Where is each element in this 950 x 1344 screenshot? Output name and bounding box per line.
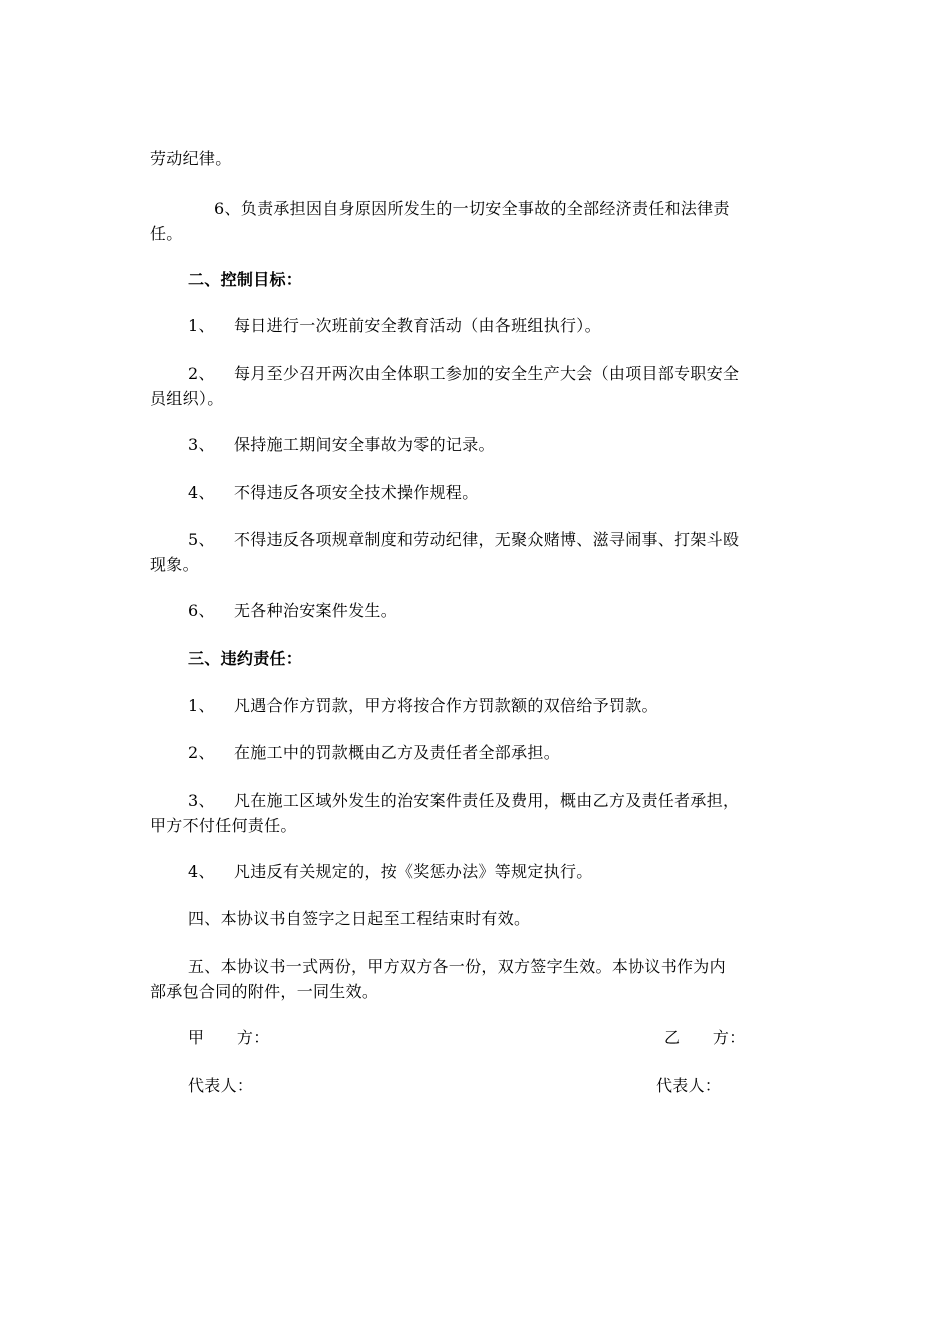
item-number: 3、	[188, 435, 215, 454]
item-number: 6、	[188, 601, 215, 620]
item-number: 1、	[188, 696, 215, 715]
item-number: 2、	[188, 743, 215, 762]
item-text: 凡违反有关规定的，按《奖惩办法》等规定执行。	[234, 862, 593, 881]
target-item-5-line-2: 现象。	[150, 555, 199, 574]
duty-6-line-2: 任。	[150, 224, 183, 243]
target-item-4	[188, 481, 479, 505]
item-number: 5、	[188, 530, 215, 549]
item-number: 3、	[188, 791, 215, 810]
item-text: 无各种治安案件发生。	[234, 601, 398, 620]
liability-item-4	[188, 860, 593, 884]
section-3-heading: 三、违约责任：	[188, 649, 303, 668]
item-number: 4、	[188, 483, 215, 502]
liability-item-3-line-2: 甲方不付任何责任。	[150, 816, 297, 835]
target-item-2-line-2: 员组织）。	[150, 389, 224, 408]
item-text: 不得违反各项规章制度和劳动纪律，无聚众赌博、滋寻闹事、打架斗殴	[234, 530, 740, 549]
target-item-3	[188, 433, 495, 457]
liability-item-3	[188, 789, 739, 813]
item-number: 4、	[188, 862, 215, 881]
item-text: 凡遇合作方罚款，甲方将按合作方罚款额的双倍给予罚款。	[234, 696, 658, 715]
target-item-2	[188, 362, 739, 386]
item-text: 凡在施工区域外发生的治安案件责任及费用，概由乙方及责任者承担，	[234, 791, 740, 810]
section-4-text: 四、本协议书自签字之日起至工程结束时有效。	[188, 909, 531, 928]
target-item-6	[188, 599, 397, 623]
item-text: 不得违反各项安全技术操作规程。	[234, 483, 479, 502]
section-5-line-2: 部承包合同的附件，一同生效。	[150, 982, 379, 1001]
target-item-1	[188, 314, 601, 338]
item-text: 每月至少召开两次由全体职工参加的安全生产大会（由项目部专职安全	[234, 364, 740, 383]
section-2-heading: 二、控制目标：	[188, 270, 303, 289]
liability-item-1	[188, 694, 658, 718]
liability-item-2	[188, 741, 560, 765]
representative-b-label: 代表人：	[656, 1076, 722, 1095]
item-text: 在施工中的罚款概由乙方及责任者全部承担。	[234, 743, 561, 762]
item-number: 2、	[188, 364, 215, 383]
section-5-line-1: 五、本协议书一式两份，甲方双方各一份，双方签字生效。本协议书作为内	[188, 957, 726, 976]
party-a-label: 甲 方：	[188, 1028, 270, 1047]
item-number: 1、	[188, 316, 215, 335]
representative-a-label: 代表人：	[188, 1076, 254, 1095]
party-b-label: 乙 方：	[664, 1028, 746, 1047]
item-text: 保持施工期间安全事故为零的记录。	[234, 435, 495, 454]
target-item-5	[188, 528, 739, 552]
duty-6-line-1: 6、负责承担因自身原因所发生的一切安全事故的全部经济责任和法律责	[214, 199, 730, 218]
item-text: 每日进行一次班前安全教育活动（由各班组执行）。	[234, 316, 601, 335]
paragraph-continuation: 劳动纪律。	[150, 149, 232, 168]
